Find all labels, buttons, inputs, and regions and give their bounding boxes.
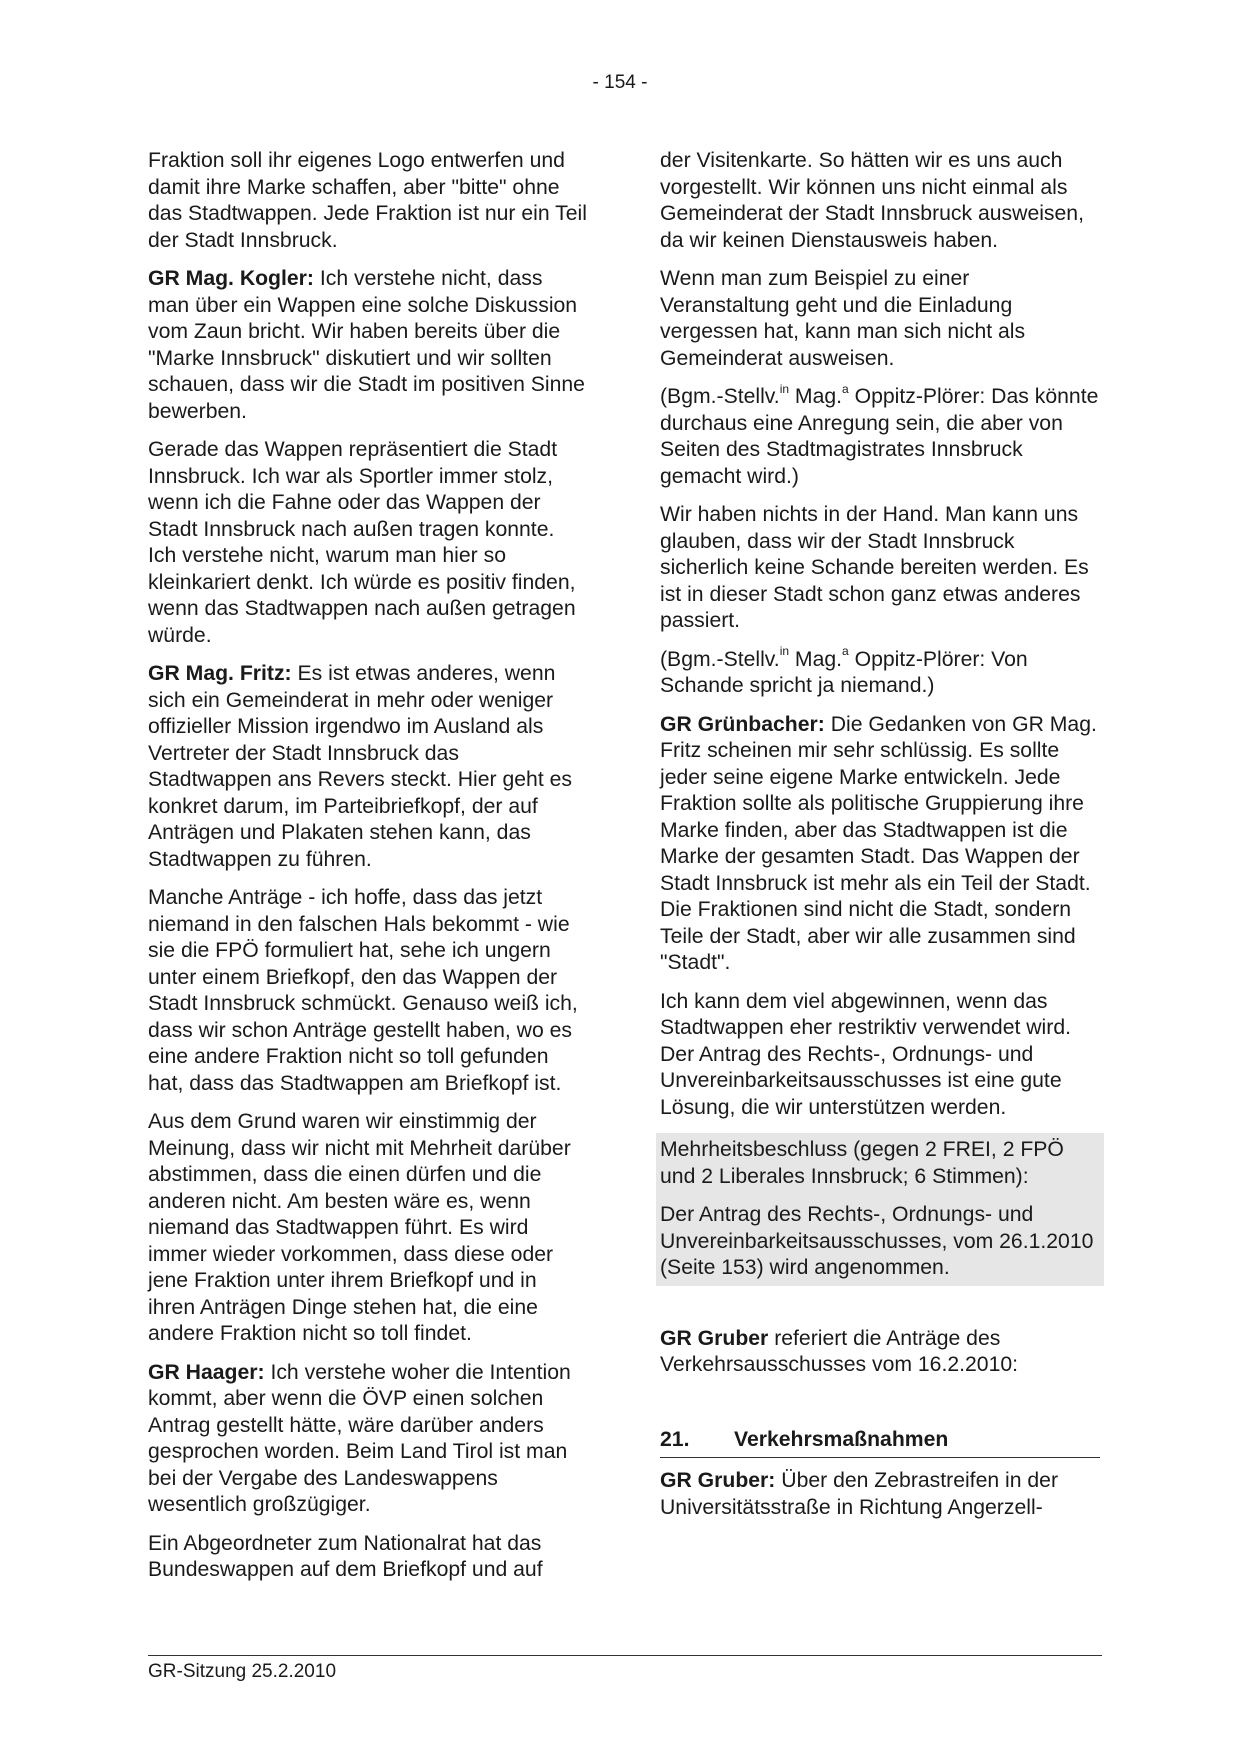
- spacer: [660, 1286, 1100, 1326]
- speaker-name: GR Gruber: [660, 1326, 769, 1350]
- speech-paragraph: [148, 266, 588, 425]
- interjection-text: Oppitz-Plörer: Das könnte durchaus eine Anregung sein, die aber von Seiten des Stadtmagistrates Innsbruck gemacht wird.): [660, 385, 1099, 488]
- interjection-text: Oppitz-Plörer: Von Schande spricht ja niemand.): [660, 647, 1028, 697]
- superscript: in: [779, 644, 790, 659]
- speech-text: Es ist etwas anderes, wenn sich ein Gemeinderat in mehr oder weniger offizieller Mission irgendwo im Ausland als Vertreter der Stadt Innsbruck das Stadtwappen ans Revers steckt. Hier geht es konkret darum, im Parteibriefkopf, der auf Anträgen und Plakaten stehen kann, das Stadtwappen zu führen.: [148, 662, 572, 871]
- speech-paragraph: [148, 661, 588, 873]
- page-number: - 154 -: [592, 72, 648, 93]
- speech-paragraph: [660, 1326, 1100, 1379]
- resolution-text: Der Antrag des Rechts-, Ordnungs- und Unvereinbarkeitsausschusses, vom 26.1.2010 (Seite 153) wird angenommen.: [660, 1203, 1094, 1279]
- paragraph: Fraktion soll ihr eigenes Logo entwerfen und damit ihre Marke schaffen, aber "bitte" ohne das Stadtwappen. Jede Fraktion ist nur ein Teil der Stadt Innsbruck.: [148, 149, 587, 252]
- paragraph: Wir haben nichts in der Hand. Man kann uns glauben, dass wir der Stadt Innsbruck sicherlich keine Schande bereiten werden. Es ist in dieser Stadt schon ganz etwas anderes passiert.: [660, 503, 1089, 632]
- superscript: in: [779, 381, 790, 396]
- resolution-box: [656, 1133, 1104, 1286]
- speech-text: Ich verstehe nicht, dass man über ein Wappen eine solche Diskussion vom Zaun bricht. Wir haben bereits über die "Marke Innsbruck" diskutiert und wir sollten schauen, dass wir die Stadt im positiven Sinne bewerben.: [148, 267, 585, 423]
- superscript: a: [842, 381, 849, 396]
- speaker-name: GR Grünbacher:: [660, 712, 825, 736]
- interjection-paragraph: [660, 381, 1100, 490]
- footer-text: GR-Sitzung 25.2.2010: [148, 1661, 337, 1682]
- speech-text: Die Gedanken von GR Mag. Fritz scheinen mir sehr schlüssig. Es sollte jeder seine eigene Marke entwickeln. Jede Fraktion sollte als politische Gruppierung ihre Marke finden, aber das Stadtwappen ist die Marke der gesamten Stadt. Das Wappen der Stadt Innsbruck ist mehr als ein Teil der Stadt. Die Fraktionen sind nicht die Stadt, sondern Teile der Stadt, aber wir alle zusammen sind "Stadt".: [660, 712, 1097, 974]
- paragraph: Wenn man zum Beispiel zu einer Veranstaltung geht und die Einladung vergessen hat, kann man sich nicht als Gemeinderat ausweisen.: [660, 267, 1026, 370]
- interjection-paragraph: [660, 644, 1100, 700]
- speech-text: referiert die Anträge des Verkehrsausschusses vom 16.2.2010:: [660, 1326, 1019, 1376]
- interjection-text: Mag.: [789, 647, 843, 671]
- interjection-text: (Bgm.-Stellv.: [660, 647, 780, 671]
- left-column: [148, 148, 588, 1596]
- speech-text: Ich verstehe woher die Intention kommt, aber wenn die ÖVP einen solchen Antrag gestellt hätte, wäre darüber anders gesprochen worden. Beim Land Tirol ist man bei der Vergabe des Landeswappens wesentlich großzügiger.: [148, 1360, 571, 1516]
- paragraph: der Visitenkarte. So hätten wir es uns auch vorgestellt. Wir können uns nicht einmal als Gemeinderat der Stadt Innsbruck ausweisen, da wir keinen Dienstausweis haben.: [660, 149, 1084, 252]
- speech-paragraph: [660, 712, 1100, 977]
- speech-paragraph: [148, 1360, 588, 1519]
- interjection-text: (Bgm.-Stellv.: [660, 385, 780, 408]
- speaker-name: GR Mag. Kogler:: [148, 267, 314, 290]
- speech-paragraph: [660, 1468, 1100, 1521]
- speaker-name: GR Haager:: [148, 1360, 265, 1384]
- interjection-text: Mag.: [789, 385, 843, 408]
- paragraph: Manche Anträge - ich hoffe, dass das jetzt niemand in den falschen Hals bekommt - wie sie die FPÖ formuliert hat, sehe ich ungern unter einem Briefkopf, den das Wappen der Stadt Innsbruck schmückt. Genauso weiß ich, dass wir schon Anträge gestellt haben, wo es eine andere Fraktion nicht so toll gefunden hat, dass das Stadtwappen am Briefkopf ist.: [148, 886, 578, 1095]
- speaker-name: GR Mag. Fritz:: [148, 662, 292, 685]
- footer-divider: [148, 1655, 1102, 1656]
- superscript: a: [842, 644, 849, 659]
- resolution-vote: Mehrheitsbeschluss (gegen 2 FREI, 2 FPÖ und 2 Liberales Innsbruck; 6 Stimmen):: [660, 1138, 1064, 1188]
- section-title: Verkehrsmaßnahmen: [734, 1427, 949, 1451]
- paragraph: Aus dem Grund waren wir einstimmig der Meinung, dass wir nicht mit Mehrheit darüber abstimmen, dass die einen dürfen und die anderen nicht. Am besten wäre es, wenn niemand das Stadtwappen führt. Es wird immer wieder vorkommen, dass diese oder jene Fraktion unter ihrem Briefkopf und in ihren Anträgen Dinge stehen hat, die eine andere Fraktion nicht so toll findet.: [148, 1110, 571, 1345]
- speech-text: Über den Zebrastreifen in der Universitätsstraße in Richtung Angerzell-: [660, 1469, 1059, 1519]
- paragraph: Ein Abgeordneter zum Nationalrat hat das Bundeswappen auf dem Briefkopf und auf: [148, 1531, 543, 1581]
- paragraph: Ich kann dem viel abgewinnen, wenn das Stadtwappen eher restriktiv verwendet wird. Der Antrag des Rechts-, Ordnungs- und Unvereinbarkeitsausschusses ist eine gute Lösung, die wir unterstützen werden.: [660, 989, 1071, 1119]
- speaker-name: GR Gruber:: [660, 1469, 776, 1492]
- right-column: [660, 148, 1100, 1533]
- section-number: 21.: [660, 1427, 690, 1451]
- section-heading: [660, 1427, 1100, 1459]
- paragraph: Gerade das Wappen repräsentiert die Stadt Innsbruck. Ich war als Sportler immer stolz, wenn ich die Fahne oder das Wappen der Stadt Innsbruck nach außen tragen konnte. Ich verstehe nicht, warum man hier so kleinkariert denkt. Ich würde es positiv finden, wenn das Stadtwappen nach außen getragen würde.: [148, 438, 576, 647]
